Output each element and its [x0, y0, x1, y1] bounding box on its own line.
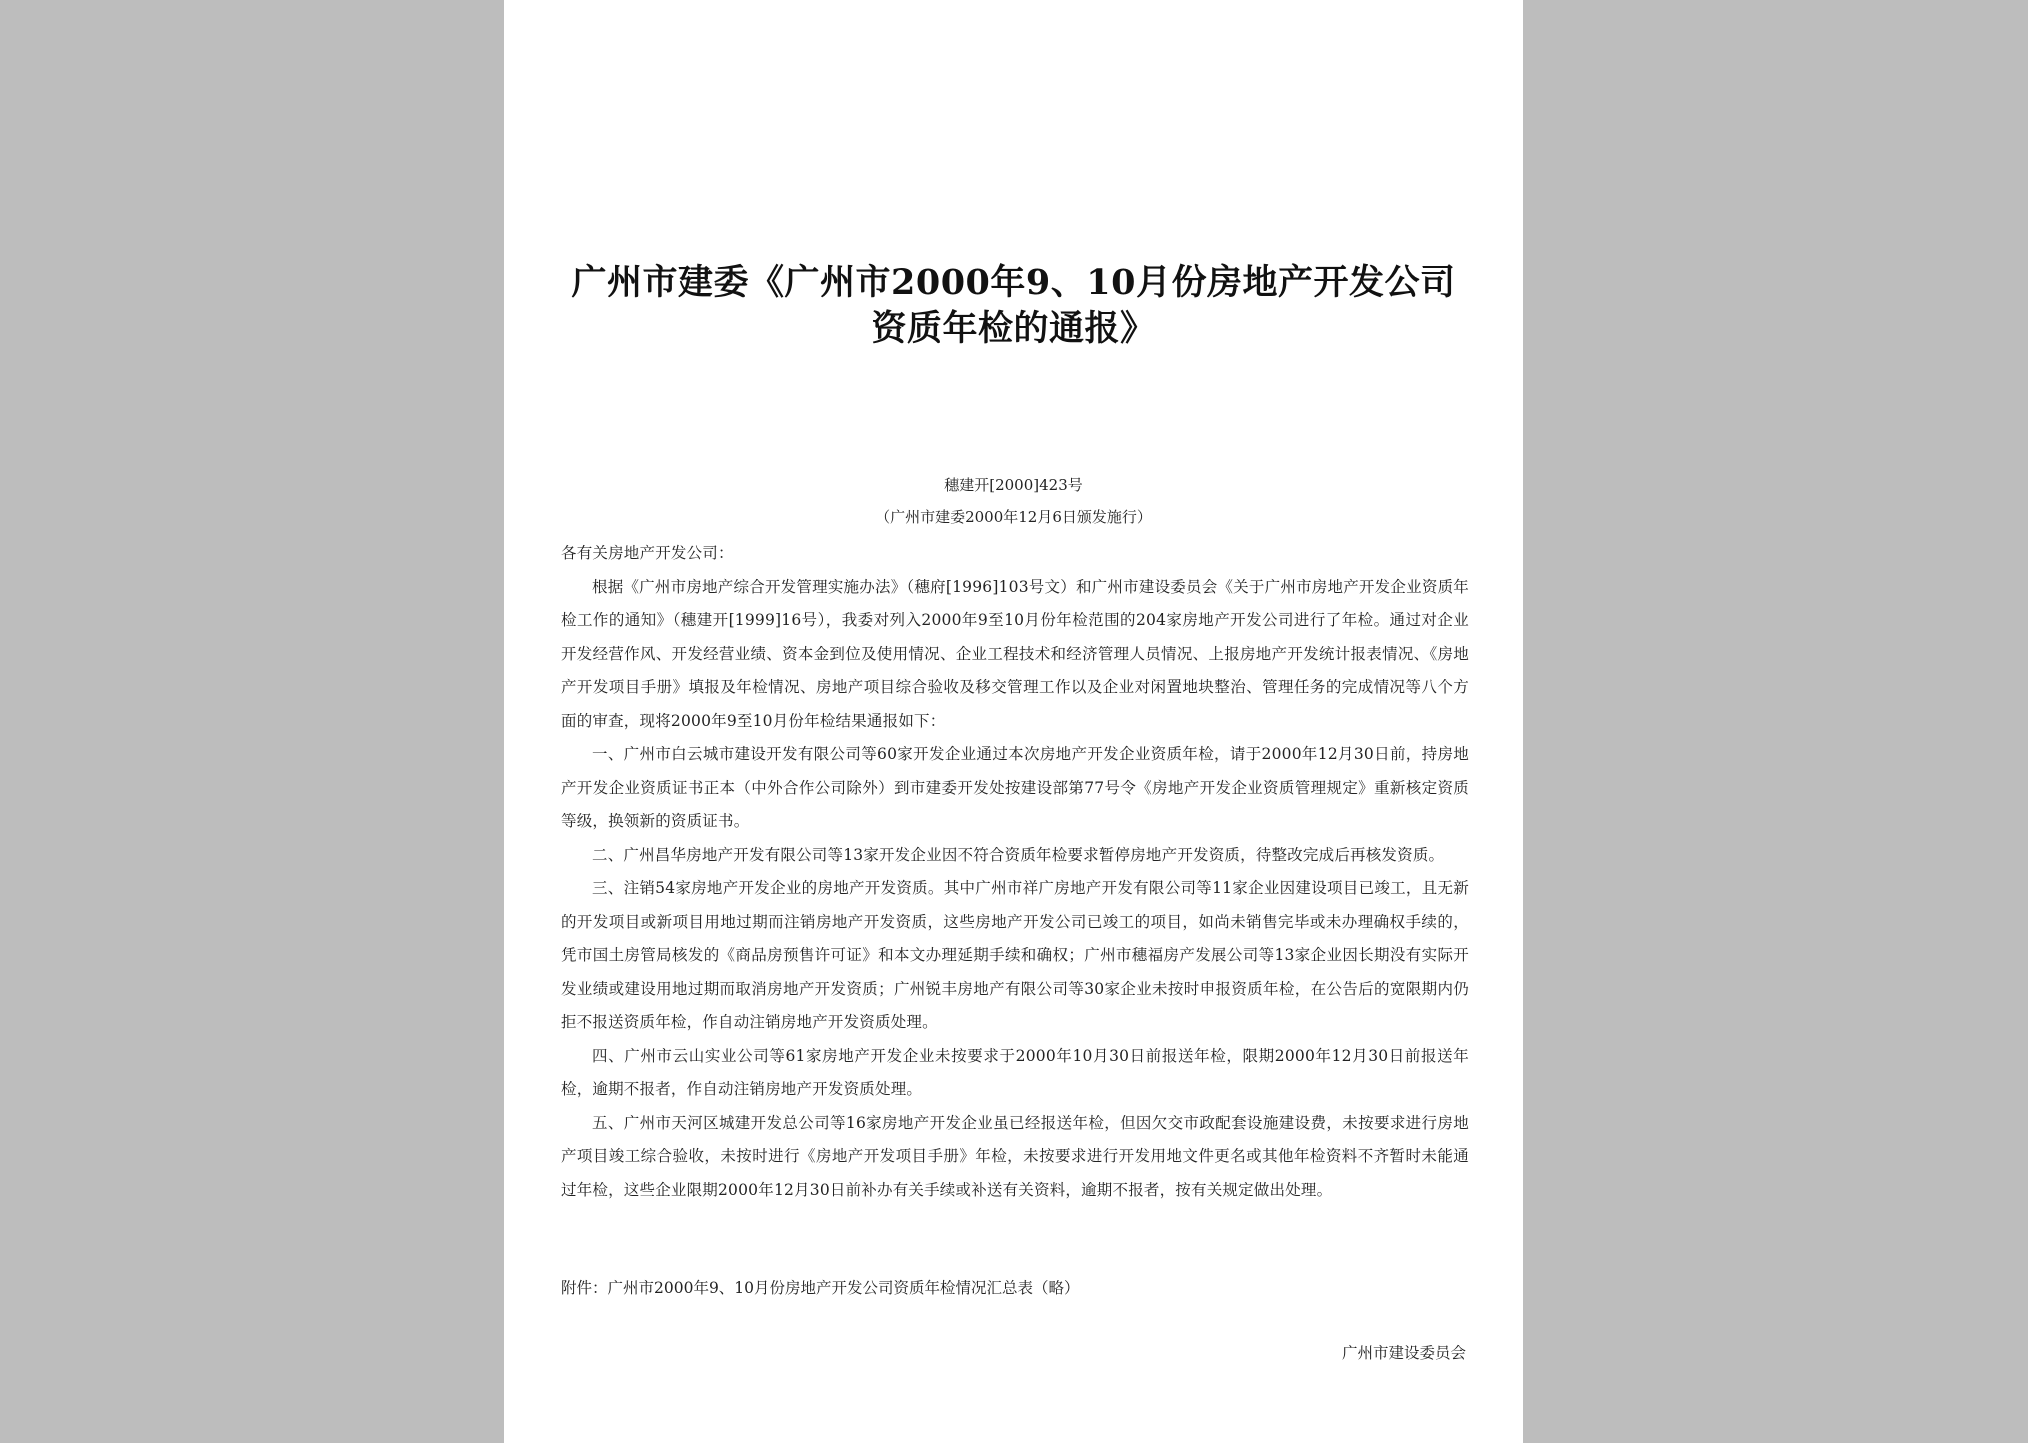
paragraph-item-1: 一、广州市白云城市建设开发有限公司等60家开发企业通过本次房地产开发企业资质年检，请于2000年12月30日前，持房地产开发企业资质证书正本（中外合作公司除外）到市建委开发处按建设部第77号令《房地产开发企业资质管理规定》重新核定资质等级，换领新的资质证书。: [561, 745, 1469, 830]
salutation: 各有关房地产开发公司：: [561, 544, 734, 562]
paragraph-item-4: 四、广州市云山实业公司等61家房地产开发企业未按要求于2000年10月30日前报送年检，限期2000年12月30日前报送年检，逾期不报者，作自动注销房地产开发资质处理。: [561, 1046, 1469, 1098]
document-number: 穗建开[2000]423号: [944, 476, 1083, 494]
document-title: [544, 260, 1483, 352]
issue-date-note: （广州市建委2000年12月6日颁发施行）: [875, 508, 1152, 526]
signature: 广州市建设委员会: [1341, 1344, 1466, 1362]
document-body: [561, 537, 1469, 1207]
paragraph-item-3: 三、注销54家房地产开发企业的房地产开发资质。其中广州市祥广房地产开发有限公司等11家企业因建设项目已竣工，且无新的开发项目或新项目用地过期而注销房地产开发资质，这些房地产开发公司已竣工的项目，如尚未销售完毕或未办理确权手续的，凭市国土房管局核发的《商品房预售许可证》和本文办理延期手续和确权；广州市穗福房产发展公司等13家企业因长期没有实际开发业绩或建设用地过期而取消房地产开发资质；广州锐丰房地产有限公司等30家企业未按时申报资质年检，在公告后的宽限期内仍拒不报送资质年检，作自动注销房地产开发资质处理。: [561, 879, 1469, 1031]
document-page: [504, 0, 1523, 1443]
paragraph-intro: 根据《广州市房地产综合开发管理实施办法》（穗府[1996]103号文）和广州市建设委员会《关于广州市房地产开发企业资质年检工作的通知》（穗建开[1999]16号），我委对列入2000年9至10月份年检范围的204家房地产开发公司进行了年检。通过对企业开发经营作风、开发经营业绩、资本金到位及使用情况、企业工程技术和经济管理人员情况、上报房地产开发统计报表情况、《房地产开发项目手册》填报及年检情况、房地产项目综合验收及移交管理工作以及企业对闲置地块整治、管理任务的完成情况等八个方面的审查，现将2000年9至10月份年检结果通报如下：: [561, 577, 1469, 730]
title-line-2: 资质年检的通报》: [871, 308, 1156, 349]
paragraph-item-5: 五、广州市天河区城建开发总公司等16家房地产开发企业虽已经报送年检，但因欠交市政配套设施建设费，未按要求进行房地产项目竣工综合验收，未按时进行《房地产开发项目手册》年检，未按要求进行开发用地文件更名或其他年检资料不齐暂时未能通过年检，这些企业限期2000年12月30日前补办有关手续或补送有关资料，逾期不报者，按有关规定做出处理。: [561, 1113, 1469, 1199]
title-line-1: 广州市建委《广州市2000年9、10月份房地产开发公司: [571, 262, 1456, 303]
attachment-note: 附件：广州市2000年9、10月份房地产开发公司资质年检情况汇总表（略）: [561, 1279, 1080, 1297]
paragraph-item-2: 二、广州昌华房地产开发有限公司等13家开发企业因不符合资质年检要求暂停房地产开发资质，待整改完成后再核发资质。: [592, 845, 1445, 864]
